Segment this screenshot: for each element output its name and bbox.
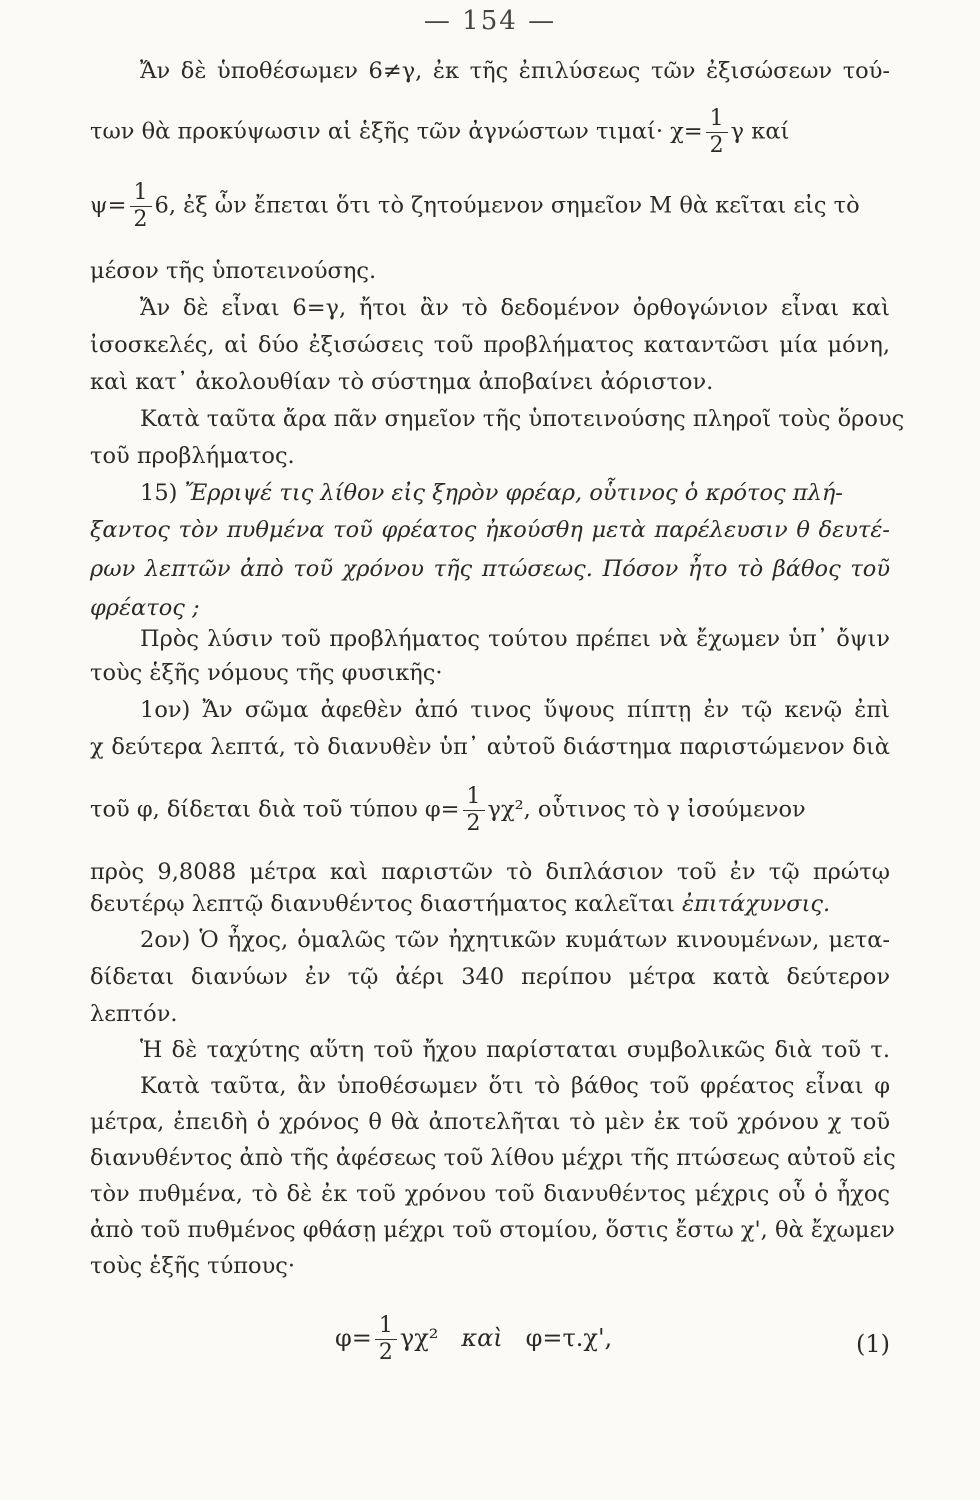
text-line: 1ον) Ἄν σῶμα ἀφεθὲν ἀπό τινος ὕψους πίπτῃ ἐν τῷ κενῷ ἐπὶ [140, 697, 890, 723]
text-line: Κατὰ ταῦτα ἄρα πᾶν σημεῖον τῆς ὑποτεινούσης πληροῖ τοὺς ὅρους [140, 406, 905, 432]
equation-number: (1) [856, 1330, 890, 1358]
text-line-with-fraction [90, 786, 890, 835]
text-line: καὶ κατ᾽ ἀκολουθίαν τὸ σύστημα ἀποβαίνει ἀόριστον. [90, 369, 714, 395]
problem-statement-line [140, 482, 890, 505]
text-segment: των θὰ προκύψωσιν αἱ ἑξῆς τῶν ἀγνώστων τιμαί· χ= [90, 118, 703, 145]
text-segment: γ καί [730, 118, 790, 145]
text-segment: τοῦ φ, δίδεται διὰ τοῦ τύπου φ= [90, 796, 460, 823]
equation-part: καὶ [461, 1324, 503, 1352]
fraction-denominator: 2 [133, 207, 148, 232]
text-line: χ δεύτερα λεπτά, τὸ διανυθὲν ὑπ᾽ αὐτοῦ διάστημα παριστώμενον διὰ [90, 734, 890, 760]
text-line-with-fraction [90, 182, 890, 231]
fraction-numerator: 1 [375, 1315, 397, 1340]
text-line: ἰσοσκελές, αἱ δύο ἐξισώσεις τοῦ προβλήματος καταντῶσι μία μόνη, [90, 332, 890, 358]
fraction-denominator: 2 [466, 811, 481, 836]
text-line: μέσον τῆς ὑποτεινούσης. [90, 258, 377, 284]
text-line-with-fraction [90, 108, 890, 157]
text-segment: Ἔρριψέ τις λίθον εἰς ξηρὸν φρέαρ, οὗτινος ὁ κρότος πλή- [184, 480, 843, 506]
text-line: μέτρα, ἐπειδὴ ὁ χρόνος θ θὰ ἀποτελῆται τὸ μὲν ἐκ τοῦ χρόνου χ τοῦ [90, 1109, 890, 1135]
text-segment: γχ², οὗτινος τὸ γ ἰσούμενον [487, 796, 806, 823]
fraction [130, 182, 152, 231]
page-number: — 154 — [423, 6, 557, 36]
text-line: Ἡ δὲ ταχύτης αὕτη τοῦ ἤχου παρίσταται συμβολικῶς διὰ τοῦ τ. [140, 1037, 890, 1063]
text-line: τοὺς ἑξῆς νόμους τῆς φυσικῆς· [90, 660, 443, 686]
fraction-numerator: 1 [463, 786, 485, 811]
fraction [706, 108, 728, 157]
text-segment: ψ= [90, 192, 127, 219]
text-line: 2ον) Ὁ ἦχος, ὁμαλῶς τῶν ἠχητικῶν κυμάτων κινουμένων, μετα- [140, 927, 890, 953]
text-segment: δευτέρῳ λεπτῷ διανυθέντος διαστήματος καλεῖται [90, 891, 682, 917]
text-line: διανυθέντος ἀπὸ τῆς ἀφέσεως τοῦ λίθου μέχρι τῆς πτώσεως αὐτοῦ εἰς [90, 1145, 896, 1171]
text-line [90, 893, 890, 916]
text-line: δίδεται διανύων ἐν τῷ ἀέρι 340 περίπου μέτρα κατὰ δεύτερον [90, 964, 890, 990]
problem-statement-line: ξαντος τὸν πυθμένα τοῦ φρέατος ἠκούσθη μετὰ παρέλευσιν θ δευτέ- [90, 517, 890, 543]
text-line: τοὺς ἑξῆς τύπους· [90, 1253, 296, 1279]
equation-part: φ=τ.χ', [525, 1324, 613, 1352]
fraction-numerator: 1 [706, 108, 728, 133]
fraction-numerator: 1 [130, 182, 152, 207]
problem-statement-line: ρων λεπτῶν ἀπὸ τοῦ χρόνου τῆς πτώσεως. Πόσον ἦτο τὸ βάθος τοῦ [90, 556, 890, 582]
text-line: τοῦ προβλήματος. [90, 443, 295, 469]
text-line: Ἄν δὲ ὑποθέσωμεν 6≠γ, ἐκ τῆς ἐπιλύσεως τῶν ἐξισώσεων τού- [140, 58, 890, 84]
problem-statement-line: φρέατος ; [90, 595, 200, 621]
text-segment: ἐπιτάχυνσις. [681, 891, 831, 917]
fraction-denominator: 2 [709, 133, 724, 158]
equation-part: γχ² [399, 1324, 439, 1352]
text-line: Ἄν δὲ εἶναι 6=γ, ἤτοι ἂν τὸ δεδομένον ὀρθογώνιον εἶναι καὶ [140, 295, 890, 321]
equation [335, 1315, 815, 1364]
text-line: τὸν πυθμένα, τὸ δὲ ἐκ τοῦ χρόνου τοῦ διανυθέντος μέχρις οὗ ὁ ἦχος [90, 1181, 890, 1207]
text-line: Κατὰ ταῦτα, ἂν ὑποθέσωμεν ὅτι τὸ βάθος τοῦ φρέατος εἶναι φ [140, 1073, 890, 1099]
text-segment: 6, ἐξ ὧν ἔπεται ὅτι τὸ ζητούμενον σημεῖον Μ θὰ κεῖται εἰς τὸ [154, 192, 860, 219]
problem-number: 15) [140, 480, 185, 506]
fraction-denominator: 2 [378, 1340, 393, 1365]
text-line: Πρὸς λύσιν τοῦ προβλήματος τούτου πρέπει νὰ ἔχωμεν ὑπ᾽ ὄψιν [140, 626, 890, 652]
fraction [463, 786, 485, 835]
text-line: ἀπὸ τοῦ πυθμένος φθάσῃ μέχρι τοῦ στομίου, ὅστις ἔστω χ', θὰ ἔχωμεν [90, 1217, 895, 1243]
equation-part: φ= [335, 1324, 372, 1352]
fraction [375, 1315, 397, 1364]
text-line: λεπτόν. [90, 1001, 178, 1027]
text-line: πρὸς 9,8088 μέτρα καὶ παριστῶν τὸ διπλάσιον τοῦ ἐν τῷ πρώτῳ [90, 859, 890, 885]
